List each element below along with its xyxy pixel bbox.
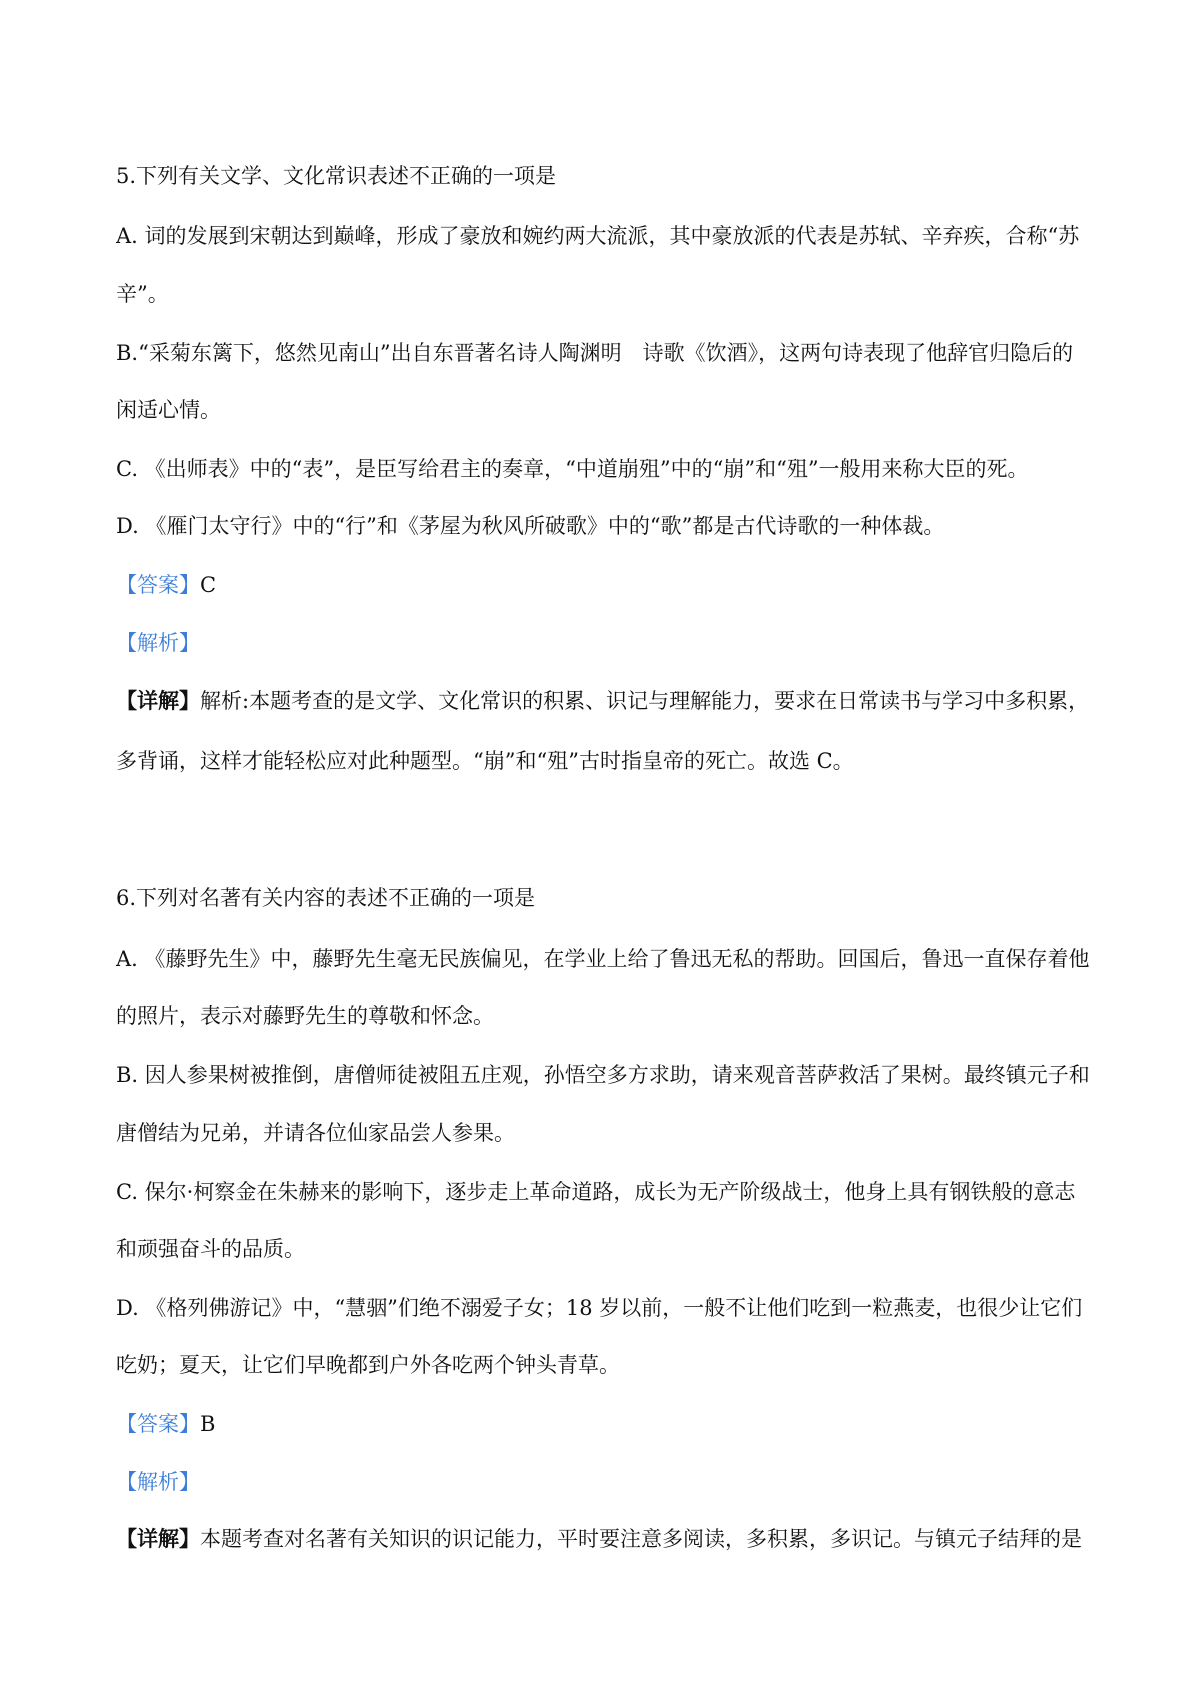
q6-detail-line1 bbox=[116, 1525, 1096, 1553]
answer-tag: 【答案】 bbox=[116, 1412, 200, 1436]
q5-option-a-line2: 辛”。 bbox=[116, 282, 169, 306]
q5-option-b-line2: 闲适心情。 bbox=[116, 398, 221, 422]
q6-option-b-line1: B. 因人参果树被推倒，唐僧师徒被阻五庄观，孙悟空多方求助，请来观音菩萨救活了果树。最终镇元子和 bbox=[116, 1063, 1090, 1087]
q5-stem: 5.下列有关文学、文化常识表述不正确的一项是 bbox=[116, 164, 557, 188]
q6-option-a-line2: 的照片，表示对藤野先生的尊敬和怀念。 bbox=[116, 1004, 494, 1028]
q5-detail-line1 bbox=[116, 687, 1096, 715]
q6-option-d-line2: 吃奶；夏天，让它们早晚都到户外各吃两个钟头青草。 bbox=[116, 1353, 620, 1377]
detail-tag: 【详解】 bbox=[116, 1526, 200, 1551]
detail-text: 本题考查对名著有关知识的识记能力，平时要注意多阅读，多积累，多识记。与镇元子结拜的是 bbox=[200, 1527, 1082, 1551]
q5-detail-line2: 多背诵，这样才能轻松应对此种题型。“崩”和“殂”古时指皇帝的死亡。故选 C。 bbox=[116, 749, 854, 773]
detail-text: 解析:本题考查的是文学、文化常识的积累、识记与理解能力，要求在日常读书与学习中多积累， bbox=[200, 689, 1090, 713]
detail-tag: 【详解】 bbox=[116, 688, 200, 713]
answer-value: C bbox=[200, 573, 217, 597]
analysis-tag: 【解析】 bbox=[116, 1470, 200, 1494]
q6-stem: 6.下列对名著有关内容的表述不正确的一项是 bbox=[116, 886, 536, 910]
q6-answer bbox=[116, 1410, 1096, 1438]
q5-option-c-line1: C. 《出师表》中的“表”，是臣写给君主的奏章，“中道崩殂”中的“崩”和“殂”一般用来称大臣的死。 bbox=[116, 457, 1029, 481]
q6-option-c-line1: C. 保尔·柯察金在朱赫来的影响下，逐步走上革命道路，成长为无产阶级战士，他身上具有钢铁般的意志 bbox=[116, 1180, 1076, 1204]
q6-analysis bbox=[116, 1468, 1096, 1496]
q5-option-a-line1: A. 词的发展到宋朝达到巅峰，形成了豪放和婉约两大流派，其中豪放派的代表是苏轼、辛弃疾，合称“苏 bbox=[116, 224, 1080, 248]
q6-option-d-line1: D. 《格列佛游记》中，“慧骃”们绝不溺爱子女；18 岁以前，一般不让他们吃到一粒燕麦，也很少让它们 bbox=[116, 1296, 1083, 1320]
q6-option-c-line2: 和顽强奋斗的品质。 bbox=[116, 1237, 305, 1261]
answer-value: B bbox=[200, 1412, 216, 1436]
analysis-tag: 【解析】 bbox=[116, 631, 200, 655]
q5-option-d-line1: D. 《雁门太守行》中的“行”和《茅屋为秋风所破歌》中的“歌”都是古代诗歌的一种体裁。 bbox=[116, 514, 945, 538]
q6-option-a-line1: A. 《藤野先生》中，藤野先生毫无民族偏见，在学业上给了鲁迅无私的帮助。回国后，鲁迅一直保存着他 bbox=[116, 947, 1090, 971]
q5-option-b-line1: B.“采菊东篱下，悠然见南山”出自东晋著名诗人陶渊明 诗歌《饮酒》，这两句诗表现了他辞官归隐后的 bbox=[116, 341, 1074, 365]
q5-answer bbox=[116, 571, 1096, 599]
q5-analysis bbox=[116, 629, 1096, 657]
q6-option-b-line2: 唐僧结为兄弟，并请各位仙家品尝人参果。 bbox=[116, 1121, 515, 1145]
answer-tag: 【答案】 bbox=[116, 573, 200, 597]
